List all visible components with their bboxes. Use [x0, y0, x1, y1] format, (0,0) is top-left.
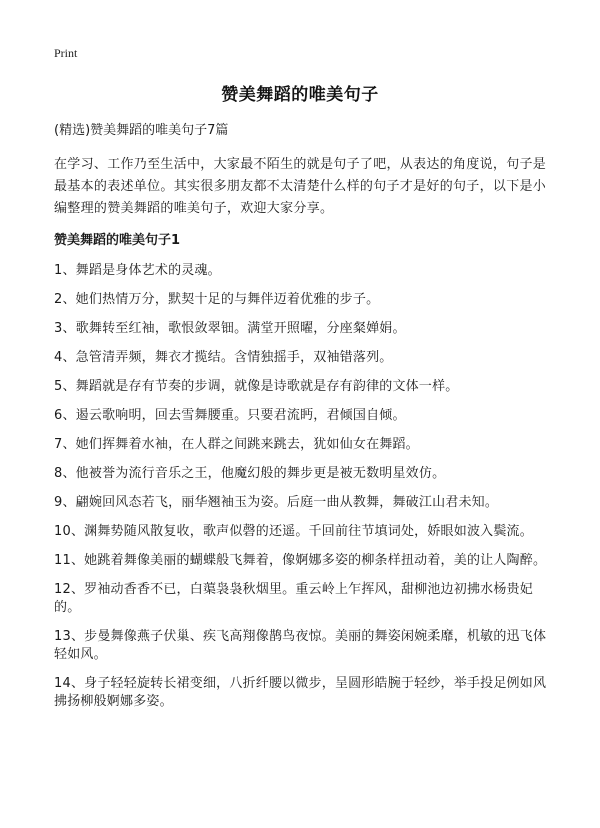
print-label: Print	[54, 46, 78, 60]
list-item: 4、急管清弄频，舞衣才揽结。含情独摇手，双袖错落列。	[54, 350, 393, 365]
list-item: 8、他被誉为流行音乐之王，他魔幻般的舞步更是被无数明星效仿。	[54, 466, 446, 481]
page-title: 赞美舞蹈的唯美句子	[221, 85, 379, 105]
list-item: 14、身子轻轻旋转长裙变细，八折纤腰以微步，呈圆形皓腕于轻纱，举手投足例如风拂扬柳般婀娜多姿。	[54, 676, 547, 709]
document-body	[54, 122, 554, 722]
document-subtitle: (精选)赞美舞蹈的唯美句子7篇	[54, 123, 229, 138]
list-item: 13、步曼舞像燕子伏巢、疾飞高翔像鹊鸟夜惊。美丽的舞姿闲婉柔靡，机敏的迅飞体轻如风。	[54, 629, 547, 662]
list-item: 12、罗袖动香香不已，白蕖袅袅秋烟里。重云岭上乍挥风，甜柳池边初拂水杨贵妃的。	[54, 582, 533, 615]
list-item: 10、渊舞势随风散复收，歌声似磬的还遥。千回前往节填词处，娇眼如波入鬓流。	[54, 524, 533, 539]
intro-paragraph: 在学习、工作乃至生活中，大家最不陌生的就是句子了吧，从表达的角度说，句子是最基本的表述单位。其实很多朋友都不太清楚什么样的句子才是好的句子，以下是小编整理的赞美舞蹈的唯美句子，欢迎大家分享。	[54, 157, 547, 216]
list-item: 5、舞蹈就是存有节奏的步调，就像是诗歌就是存有韵律的文体一样。	[54, 379, 459, 394]
section-heading: 赞美舞蹈的唯美句子1	[54, 233, 181, 248]
list-item: 1、舞蹈是身体艺术的灵魂。	[54, 263, 221, 278]
list-item: 2、她们热情万分，默契十足的与舞伴迈着优雅的步子。	[54, 292, 380, 307]
list-item: 7、她们挥舞着水袖，在人群之间跳来跳去，犹如仙女在舞蹈。	[54, 437, 419, 452]
list-item: 3、歌舞转至红袖，歌恨敛翠钿。满堂开照曜，分座粲婵娟。	[54, 321, 406, 336]
list-item: 11、她跳着舞像美丽的蝴蝶般飞舞着，像婀娜多姿的柳条样扭动着，美的让人陶醉。	[54, 553, 547, 568]
list-item: 9、翩婉回风态若飞，丽华翘袖玉为姿。后庭一曲从教舞，舞破江山君未知。	[54, 495, 499, 510]
list-item: 6、遏云歌响明，回去雪舞腰重。只要君流眄，君倾国自倾。	[54, 408, 406, 423]
